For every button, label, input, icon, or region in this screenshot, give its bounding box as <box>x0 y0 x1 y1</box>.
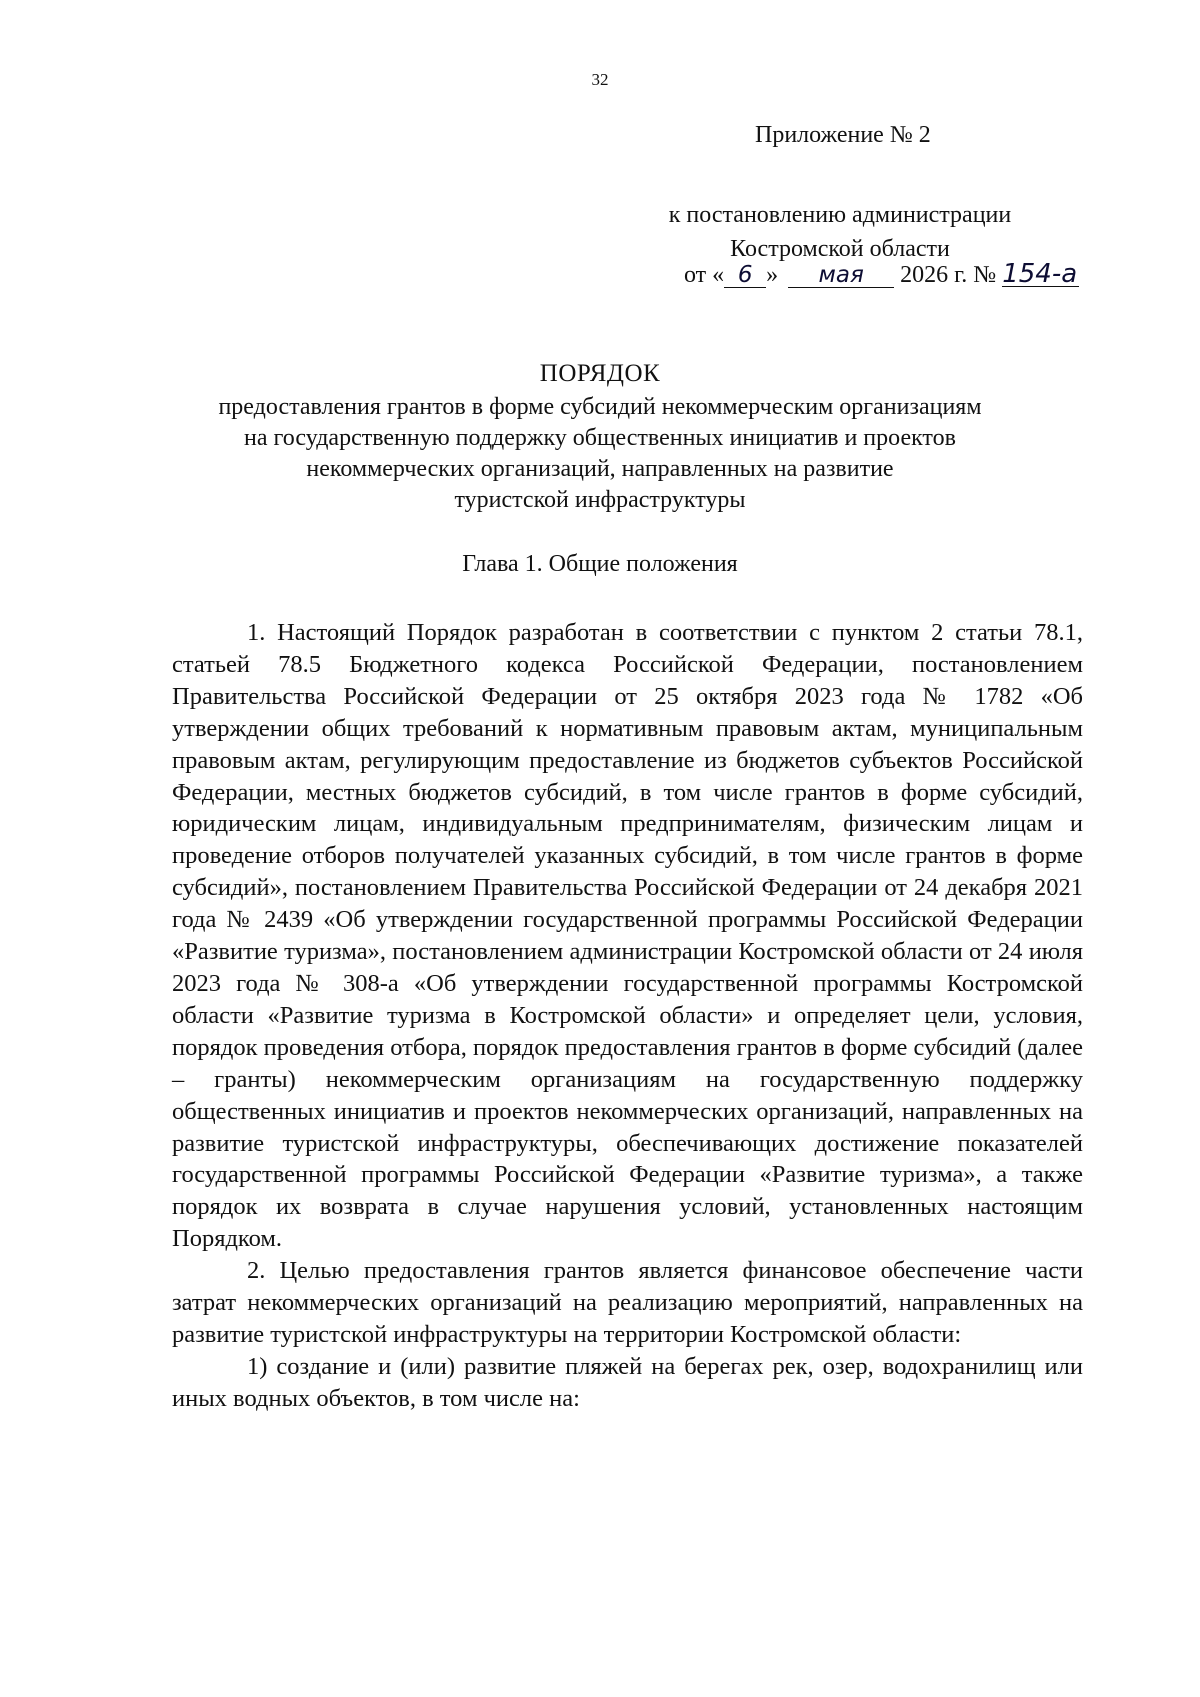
document-title <box>130 358 1070 516</box>
handwritten-month: мая <box>788 263 894 288</box>
title-line-2: на государственную поддержку общественных инициатив и проектов <box>244 425 956 451</box>
paragraph-1: 1. Настоящий Порядок разработан в соответствии с пунктом 2 статьи 78.1, статьей 78.5 Бюджетного кодекса Российской Федерации, постановлением Правительства Российской Федерации от 25 октября 2023 года № 1782 «Об утверждении общих требований к нормативным правовым актам, муниципальным правовым актам, регулирующим предоставление из бюджетов субъектов Российской Федерации, местных бюджетов субсидий, в том числе грантов в форме субсидий, юридическим лицам, индивидуальным предпринимателям, физическим лицам и проведение отборов получателей указанных субсидий, в том числе грантов в форме субсидий», постановлением Правительства Российской Федерации от 24 декабря 2021 года № 2439 «Об утверждении государственной программы Российской Федерации «Развитие туризма», постановлением администрации Костромской области от 24 июля 2023 года № 308-а «Об утверждении государственной программы Костромской области «Развитие туризма в Костромской области» и определяет цели, условия, порядок проведения отбора, порядок предоставления грантов в форме субсидий (далее – гранты) некоммерческим организациям на государственную поддержку общественных инициатив и проектов некоммерческих организаций, направленных на развитие туристской инфраструктуры, обеспечивающих достижение показателей государственной программы Российской Федерации «Развитие туризма», а также порядок их возврата в случае нарушения условий, установленных настоящим Порядком. <box>172 619 1083 1253</box>
title-line-3: некоммерческих организаций, направленных на развитие <box>306 456 894 482</box>
title-line-1: предоставления грантов в форме субсидий некоммерческим организациям <box>218 394 982 420</box>
title-line-4: туристской инфраструктуры <box>454 487 746 513</box>
appendix-label: Приложение № 2 <box>755 122 931 148</box>
document-body <box>172 617 1083 1415</box>
decree-line-1: к постановлению администрации <box>668 202 1012 228</box>
handwritten-decree-number: 154-а <box>1002 259 1078 289</box>
page-number: 32 <box>591 70 609 89</box>
handwritten-day: 6 <box>724 263 766 288</box>
date-mid: » <box>766 262 779 288</box>
chapter-heading: Глава 1. Общие положения <box>462 551 738 577</box>
paragraph-3: 1) создание и (или) развитие пляжей на берегах рек, озер, водохранилищ или иных водных объектов, в том числе на: <box>172 1352 1083 1412</box>
paragraph-2: 2. Целью предоставления грантов является финансовое обеспечение части затрат некоммерческих организаций на реализацию мероприятий, направленных на развитие туристской инфраструктуры на территории Костромской области: <box>172 1257 1083 1348</box>
date-prefix: от « <box>684 262 725 288</box>
decree-reference <box>600 198 1080 266</box>
year-and-number-label: 2026 г. № <box>900 262 997 288</box>
decree-line-2: Костромской области <box>730 236 950 262</box>
decree-date-line <box>684 259 1079 289</box>
title-main: ПОРЯДОК <box>539 360 661 387</box>
